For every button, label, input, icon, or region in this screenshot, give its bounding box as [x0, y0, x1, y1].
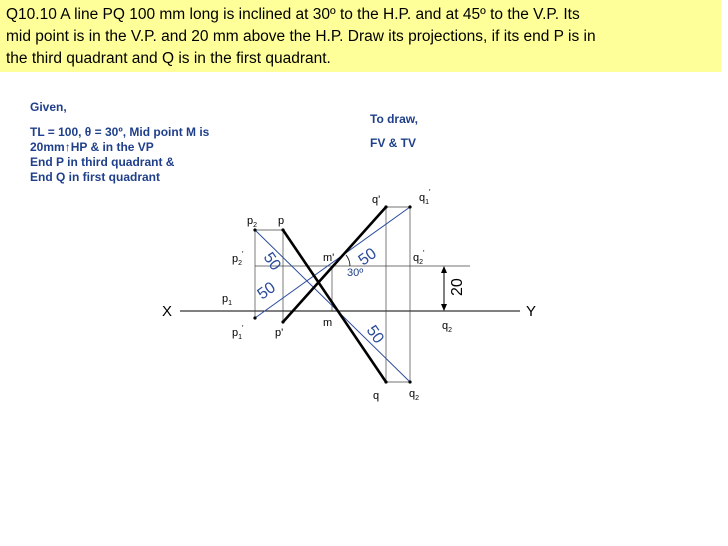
dimension-50-d: 50 [362, 322, 387, 347]
point-q1-prime [408, 205, 411, 208]
to-draw-heading: To draw, [370, 112, 418, 126]
label-q1-prime: $q_1'$ [419, 188, 431, 206]
label-p-prime: p' [275, 327, 284, 339]
given-line-2: 20mm↑HP & in the VP [30, 140, 154, 154]
given-line-1: TL = 100, θ = 30º, Mid point M is [30, 125, 210, 139]
label-p1-prime: $p_1'$ [232, 324, 244, 341]
dimension-50-a: 50 [259, 249, 284, 274]
label-m: m [323, 317, 333, 329]
dimension-20-label: 20 [449, 278, 466, 296]
label-p2-prime: $p_2'$ [232, 250, 244, 267]
label-q-prime: q' [372, 194, 381, 206]
label-y: Y [526, 303, 537, 320]
label-angle-30: 30º [347, 267, 364, 279]
label-q2-upper: $q_2'$ [413, 249, 425, 266]
point-q2 [408, 380, 411, 383]
point-q [384, 380, 387, 383]
question-line-3: the third quadrant and Q is in the first quadrant. [6, 50, 331, 67]
given-line-4: End Q in first quadrant [30, 170, 161, 184]
question-line-2: mid point is in the V.P. and 20 mm above the H.P. Draw its projections, if its end P is in [6, 28, 596, 45]
dimension-50-b: 50 [254, 279, 279, 304]
label-p2: $p_2$ [247, 215, 258, 229]
angle-arc [346, 255, 350, 266]
label-q2-mid: $q_2$ [442, 320, 453, 334]
point-p [281, 228, 284, 231]
point-p1-prime [253, 316, 256, 319]
given-line-3: End P in third quadrant & [30, 155, 175, 169]
dimension-arrow-top [441, 266, 447, 273]
label-q: q [373, 390, 380, 402]
point-p-prime [281, 320, 284, 323]
dimension-arrow-bottom [441, 304, 447, 311]
label-q2-low: $q_2$ [409, 388, 420, 402]
label-x: X [162, 303, 173, 320]
dimension-50-c: 50 [355, 245, 380, 270]
question-line-1: Q10.10 A line PQ 100 mm long is inclined at 30º to the H.P. and at 45º to the V.P. Its [6, 6, 580, 23]
label-p: p [278, 215, 285, 227]
to-draw-item: FV & TV [370, 136, 417, 150]
given-heading: Given, [30, 100, 67, 114]
label-p1: $p_1$ [222, 293, 233, 307]
point-q-prime [384, 205, 387, 208]
label-m-prime: m' [323, 252, 335, 264]
